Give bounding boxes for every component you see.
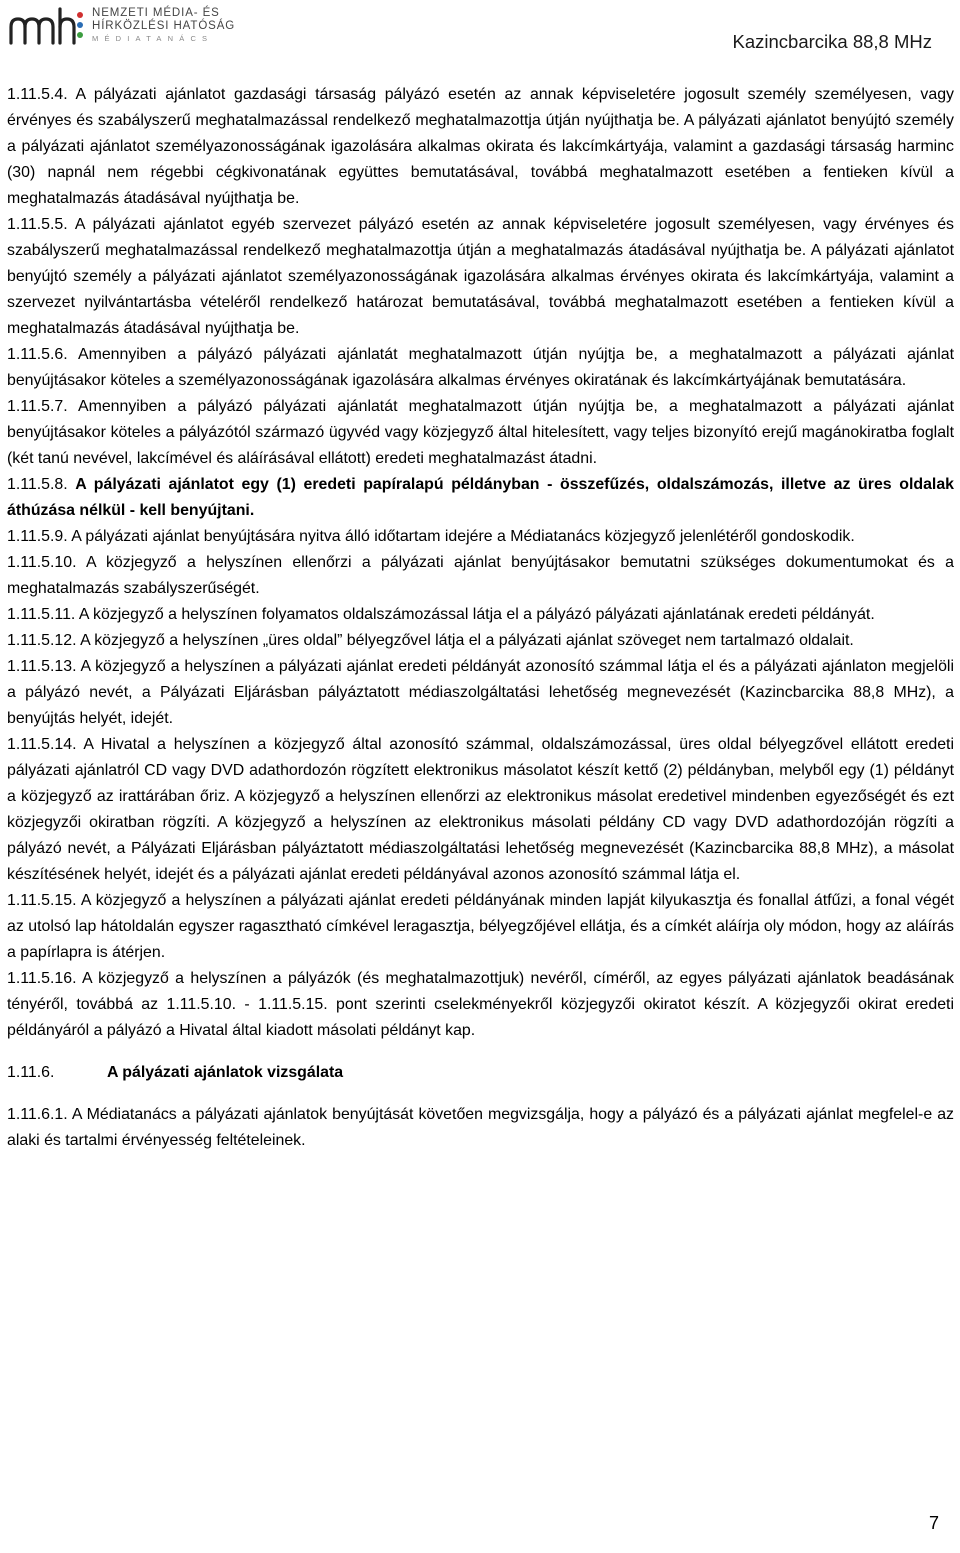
paragraph-number: 1.11.5.5.	[7, 216, 68, 233]
paragraph-text: A pályázati ajánlatot egy (1) eredeti papíralapú példányban - összefűzés, oldalszámozás, illetve az üres oldalak áthúzása nélkül - kell benyújtani.	[7, 476, 954, 519]
paragraph-text: A közjegyző a helyszínen a pályázati ajánlat eredeti példányát azonosító számmal látja el és a pályázati ajánlaton megjelöli a pályázó nevét, a Pályázati Eljárásban pályáztatott médiaszolgáltatási lehetőség megnevezését (Kazincbarcika 88,8 MHz), a benyújtás helyét, idejét.	[7, 658, 954, 727]
paragraph-text: A Hivatal a helyszínen a közjegyző által azonosító számmal, oldalszámozással, üres oldal bélyegzővel ellátott eredeti pályázati ajánlatról CD vagy DVD adathordozón rögzített elektronikus másolatot készít kettő (2) példányban, melyből egy (1) példányt a közjegyző az irattárában őriz. A közjegyző a helyszínen ellenőrzi az elektronikus másolat eredetivel mindenben egyezőségét és ezt közjegyzői okiratban rögzíti. A közjegyző a helyszínen az elektronikus másolati példány CD vagy DVD adathordozóján rögzíti a pályázó nevét, a Pályázati Eljárásban pályáztatott médiaszolgáltatási lehetőség megnevezését (Kazincbarcika 88,8 MHz), a másolat készítésének helyét, idejét és a pályázati ajánlat eredeti példányával azonos azonosító számmal látja el.	[7, 736, 954, 883]
paragraph-number: 1.11.5.6.	[7, 346, 68, 363]
paragraph-number: 1.11.5.14.	[7, 736, 77, 753]
nmhh-logo	[8, 5, 238, 45]
paragraph-text: A közjegyző a helyszínen a pályázók (és meghatalmazottjuk) nevéről, címéről, az egyes pályázati ajánlatok beadásának tényéről, továbbá az 1.11.5.10. - 1.11.5.15. pont szerinti cselekményekről közjegyzői okiratot készít. A közjegyzői okirat eredeti példányáról a pályázó a Hivatal által kiadott másolati példányt kap.	[7, 970, 954, 1039]
paragraph-number: 1.11.5.9.	[7, 528, 68, 545]
page-header	[0, 0, 960, 62]
section-paragraph	[7, 550, 954, 602]
paragraph-text: A pályázati ajánlatot gazdasági társaság pályázó esetén az annak képviseletére jogosult személy személyesen, vagy érvényes és szabályszerű meghatalmazással rendelkező meghatalmazottja útján nyújthatja be. A pályázati ajánlatot benyújtó személy a pályázati ajánlatot személyazonosságának igazolására alkalmas okirata és lakcímkártyája, valamint a gazdasági társaság harminc (30) napnál nem régebbi cégkivonatának együttes bemutatásával, továbbá meghatalmazott esetében a fentieken kívül a meghatalmazás átadásával nyújthatja be.	[7, 86, 954, 207]
section-paragraph	[7, 394, 954, 472]
section-paragraph	[7, 732, 954, 888]
paragraph-number: 1.11.6.1.	[7, 1106, 68, 1123]
section-paragraph	[7, 342, 954, 394]
paragraph-number: 1.11.5.8.	[7, 476, 68, 493]
paragraph-number: 1.11.5.4.	[7, 86, 68, 103]
page-number: 7	[928, 1513, 939, 1533]
paragraph-text: A pályázati ajánlat benyújtására nyitva álló időtartam idejére a Médiatanács közjegyző jelenlétéről gondoskodik.	[71, 528, 855, 545]
paragraph-text: Amennyiben a pályázó pályázati ajánlatát meghatalmazott útján nyújtja be, a meghatalmazott a pályázati ajánlat benyújtásakor köteles a személyazonosságának igazolására alkalmas érvényes okiratának és lakcímkártyájának bemutatására.	[7, 346, 954, 389]
paragraph-text: A közjegyző a helyszínen ellenőrzi a pályázati ajánlat benyújtásakor bemutatni szükséges dokumentumokat és a meghatalmazás szabályszerűségét.	[7, 554, 954, 597]
section-paragraph	[7, 1102, 954, 1154]
paragraph-number: 1.11.5.11.	[7, 606, 76, 623]
section-paragraph	[7, 524, 954, 550]
paragraph-number: 1.11.5.16.	[7, 970, 77, 987]
paragraph-text: A közjegyző a helyszínen folyamatos oldalszámozással látja el a pályázó pályázati ajánlatának eredeti példányát.	[78, 606, 875, 623]
section-heading	[7, 1060, 954, 1086]
document-body	[7, 82, 954, 1154]
section-paragraph	[7, 966, 954, 1044]
paragraph-text: A közjegyző a helyszínen „üres oldal” bélyegzővel látja el a pályázati ajánlat szöveget nem tartalmazó oldalait.	[80, 632, 854, 649]
paragraph-text: A Médiatanács a pályázati ajánlatok benyújtását követően megvizsgálja, hogy a pályázó és a pályázati ajánlat megfelel-e az alaki és tartalmi érvényesség feltételeinek.	[7, 1106, 954, 1149]
heading-number: 1.11.6.	[7, 1064, 55, 1081]
logo-line-3: MÉDIATANÁCS	[92, 34, 214, 43]
section-paragraph	[7, 472, 954, 524]
nmhh-logo-icon	[8, 5, 88, 47]
paragraph-text: A pályázati ajánlatot egyéb szervezet pályázó esetén az annak képviseletére jogosult személyesen, vagy érvényes és szabályszerű meghatalmazással rendelkező meghatalmazottja útján a meghatalmazás átadásával nyújthatja be. A pályázati ajánlatot benyújtó személy a pályázati ajánlatot személyazonosságának igazolására alkalmas érvényes okirata és lakcímkártyája, valamint a szervezet nyilvántartásba vételéről rendelkező határozat bemutatásával, továbbá meghatalmazott esetében a fentieken kívül a meghatalmazás átadásával nyújthatja be.	[7, 216, 954, 337]
section-paragraph	[7, 628, 954, 654]
paragraph-text: A közjegyző a helyszínen a pályázati ajánlat eredeti példányának minden lapját kilyukasztja és fonallal átfűzi, a fonal végét az utolsó lap hátoldalán egyszer ragasztható címkével leragasztja, bélyegzőjével ellátja, és a címkét aláírja oly módon, hogy az aláírás a papírlapra is átérjen.	[7, 892, 954, 961]
heading-title: A pályázati ajánlatok vizsgálata	[107, 1064, 344, 1081]
logo-line-2: HÍRKÖZLÉSI HATÓSÁG	[92, 20, 236, 32]
paragraph-number: 1.11.5.12.	[7, 632, 77, 649]
paragraph-text: Amennyiben a pályázó pályázati ajánlatát meghatalmazott útján nyújtja be, a meghatalmazott a pályázati ajánlat benyújtásakor köteles a pályázótól származó ügyvéd vagy közjegyző által hitelesített, vagy teljes bizonyító erejű magánokiratba foglalt (két tanú nevével, lakcímével és aláírásával ellátott) eredeti meghatalmazást átadni.	[7, 398, 954, 467]
section-paragraph	[7, 888, 954, 966]
section-paragraph	[7, 602, 954, 628]
paragraph-number: 1.11.5.10.	[7, 554, 77, 571]
section-paragraph	[7, 212, 954, 342]
paragraph-number: 1.11.5.7.	[7, 398, 68, 415]
paragraph-number: 1.11.5.15.	[7, 892, 77, 909]
station-title: Kazincbarcika 88,8 MHz	[732, 31, 932, 52]
section-paragraph	[7, 654, 954, 732]
logo-line-1: NEMZETI MÉDIA- ÉS	[92, 7, 220, 19]
section-paragraph	[7, 82, 954, 212]
paragraph-number: 1.11.5.13.	[7, 658, 77, 675]
